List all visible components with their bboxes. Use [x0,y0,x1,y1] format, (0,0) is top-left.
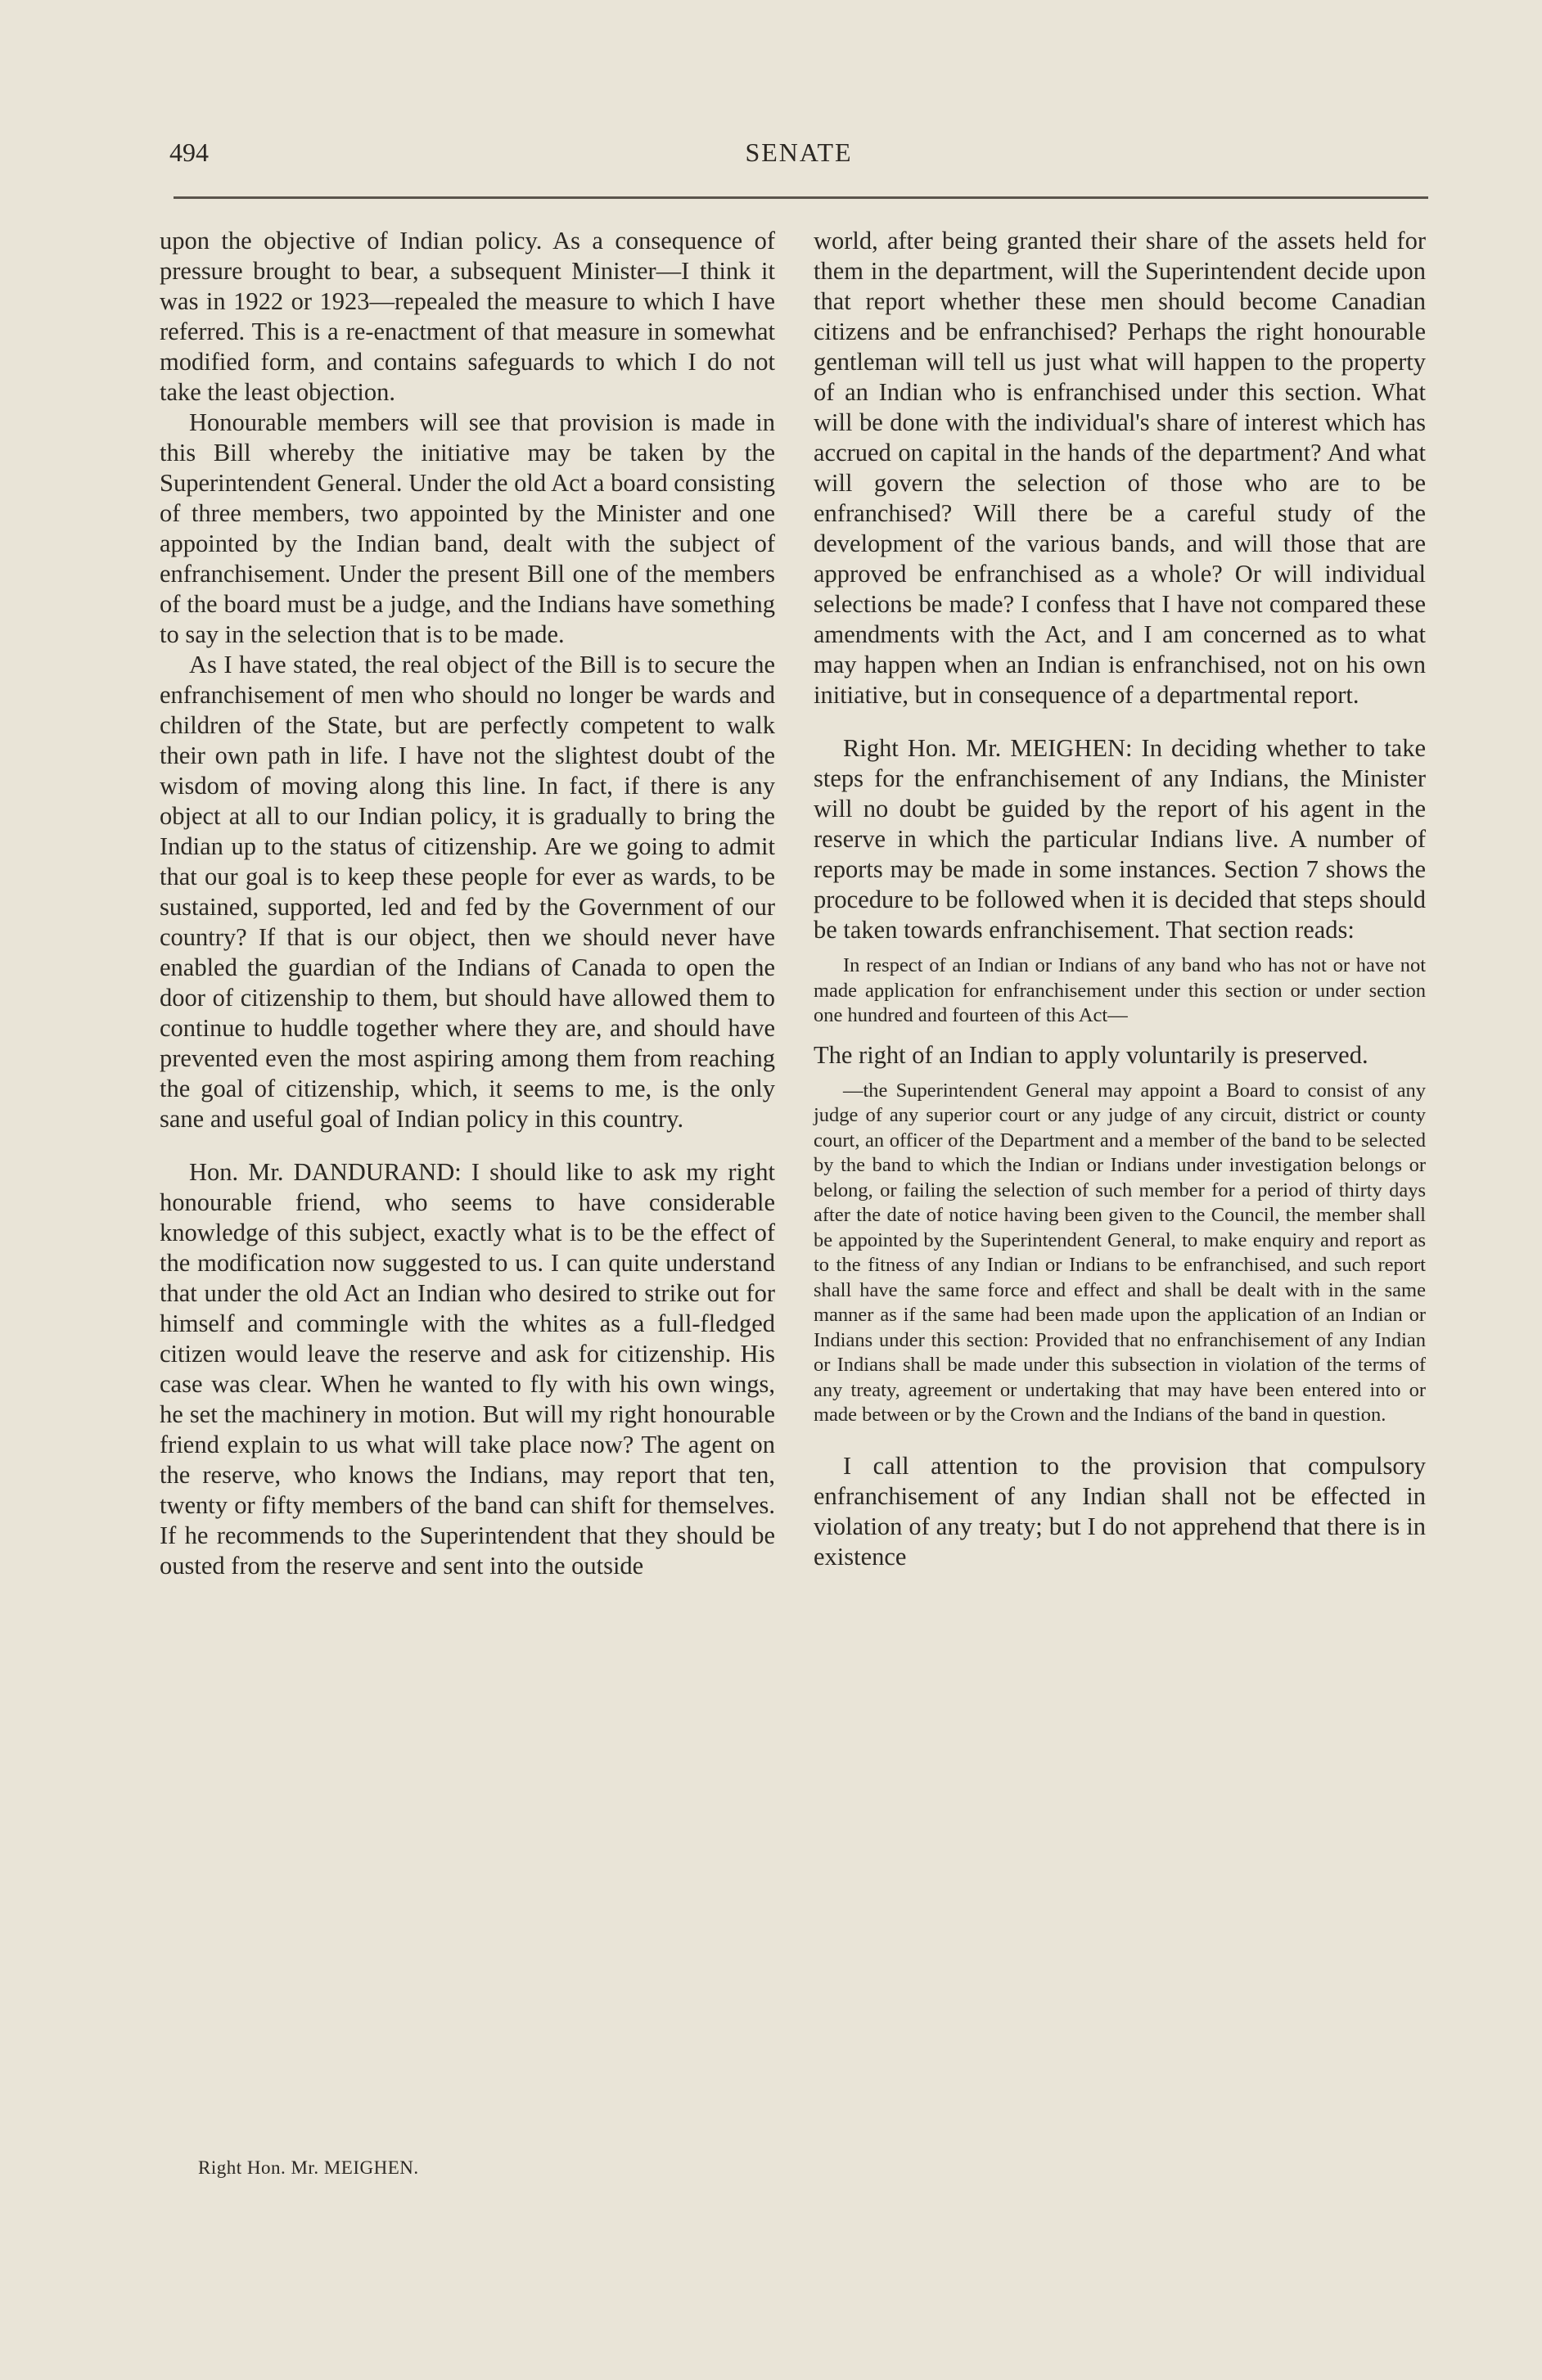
page-number: 494 [169,137,209,167]
footer-speaker-name: Right Hon. Mr. MEIGHEN. [198,2157,419,2178]
quoted-text: —the Superintendent General may appoint a Board to consist of any judge of any superior court or any judge of any circuit, district or county court, an officer of the Department and a member of the band to be selected by the band to which the Indian or Indians under investigation belongs or belong, or failing the selection of such member for a period of thirty days after the date of notice having been given to the Council, the member shall be appointed by the Superintendent General, to make enquiry and report as to the fitness of any Indian or Indians to be enfranchised, and such report shall have the same force and effect and shall be dealt with in the same manner as if the same had been made upon the application of an Indian or Indians under this section: Provided that no enfranchisement of any Indian or Indians shall be made under this subsection in violation of the terms of any treaty, agreement or undertaking that may have been entered into or made between or by the Crown and the Indians of the band in question. [814,1079,1426,1426]
quoted-text: In respect of an Indian or Indians of any band who has not or have not made application for enfranchisement under this section or under section one hundred and fourteen of this Act— [814,954,1426,1026]
paragraph-dandurand: Hon. Mr. DANDURAND: I should like to ask my right honourable friend, who seems to have considerable knowledge of this subject, exactly what is to be the effect of the modification now suggested to us. I can quite understand that under the old Act an Indian who desired to strike out for himself and commingle with the whites as a full-fledged citizen would leave the reserve and ask for citizenship. His case was clear. When he wanted to fly with his own wings, he set the machinery in motion. But will my right honourable friend explain to us what will take place now? The agent on the reserve, who knows the Indians, may report that ten, twenty or fifty members of the band can shift for themselves. If he recommends to the Superintendent that they should be ousted from the reserve and sent into the outside [160,1158,775,1580]
left-column [160,226,775,1581]
paragraph: The right of an Indian to apply voluntarily is preserved. [814,1040,1368,1069]
running-head: SENATE [745,137,853,167]
paragraph: world, after being granted their share of the assets held for them in the department, will the Superintendent decide upon that report whether these men should become Canadian citizens and be enfranchised? Perhaps the right honourable gentleman will tell us just what will happen to the property of an Indian who is enfranchised under this section. What will be done with the individual's share of interest which has accrued on capital in the hands of the department? And what will govern the selection of those who are to be enfranchised? Will there be a careful study of the development of the various bands, and will those that are approved be enfranchised as a whole? Or will individual selections be made? I confess that I have not compared these amendments with the Act, and I am concerned as to what may happen when an Indian is enfranchised, not on his own initiative, but in consequence of a departmental report. [814,227,1426,709]
paragraph: As I have stated, the real object of the Bill is to secure the enfranchisement of men who should no longer be wards and children of the State, but are perfectly competent to walk their own path in life. I have not the slightest doubt of the wisdom of moving along this line. In fact, if there is any object at all to our Indian policy, it is gradually to bring the Indian up to the status of citizenship. Are we going to admit that our goal is to keep these people for ever as wards, to be sustained, supported, led and fed by the Government of our country? If that is our object, then we should never have enabled the guardian of the Indians of Canada to open the door of citizenship to them, but should have allowed them to continue to huddle together where they are, and should have prevented even the most aspiring among them from reaching the goal of citizenship, which, it seems to me, is the only sane and useful goal of Indian policy in this country. [160,651,775,1133]
header-rule [174,196,1428,199]
right-column [814,226,1426,1572]
paragraph: I call attention to the provision that compulsory enfranchisement of any Indian shall not be effected in violation of any treaty; but I do not apprehend that there is in existence [814,1451,1426,1571]
paragraph: Honourable members will see that provision is made in this Bill whereby the initiative may be taken by the Superintendent General. Under the old Act a board consisting of three members, two appointed by the Minister and one appointed by the Indian band, dealt with the subject of enfranchisement. Under the present Bill one of the members of the board must be a judge, and the Indians have something to say in the selection that is to be made. [160,408,775,648]
paragraph-meighen: Right Hon. Mr. MEIGHEN: In deciding whether to take steps for the enfranchisement of any Indians, the Minister will no doubt be guided by the report of his agent in the reserve in which the particular Indians live. A number of reports may be made in some instances. Section 7 shows the procedure to be followed when it is decided that steps should be taken towards enfranchisement. That section reads: [814,734,1426,944]
page-header [169,137,1428,178]
paragraph: upon the objective of Indian policy. As a consequence of pressure brought to bear, a subsequent Minister—I think it was in 1922 or 1923—repealed the measure to which I have referred. This is a re-enactment of that measure in somewhat modified form, and contains safeguards to which I do not take the least objection. [160,227,775,406]
